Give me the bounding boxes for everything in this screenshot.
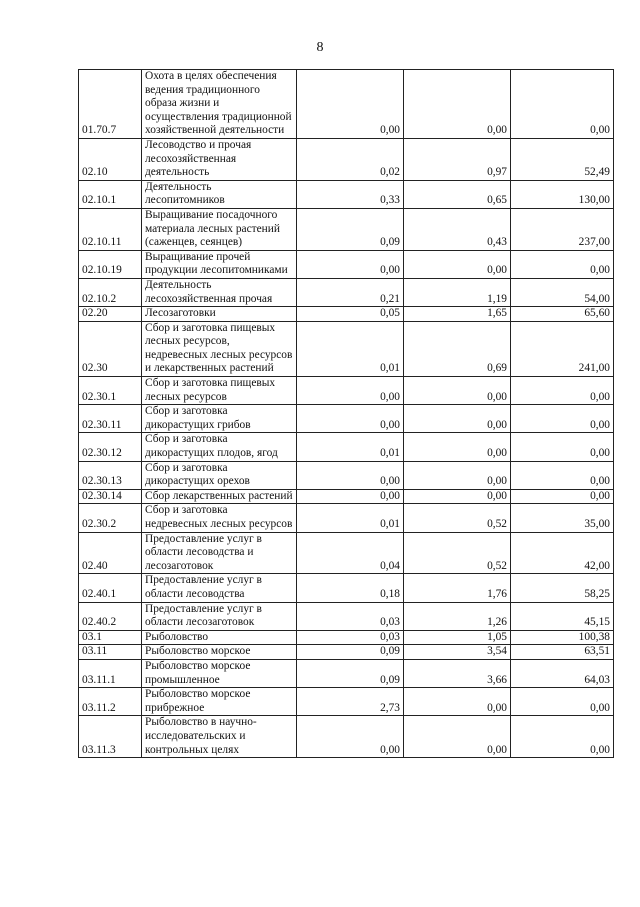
value-2-cell: 3,54 bbox=[404, 645, 511, 660]
value-1-cell: 0,18 bbox=[297, 574, 404, 602]
value-2-cell: 1,65 bbox=[404, 307, 511, 322]
code-cell: 03.11 bbox=[79, 645, 142, 660]
value-3-cell: 0,00 bbox=[511, 433, 614, 461]
value-3-cell: 54,00 bbox=[511, 278, 614, 306]
table-row bbox=[79, 208, 614, 250]
value-2-cell: 0,00 bbox=[404, 250, 511, 278]
table-row bbox=[79, 138, 614, 180]
value-2-cell: 0,00 bbox=[404, 433, 511, 461]
value-2-cell: 0,52 bbox=[404, 504, 511, 532]
code-cell: 02.30.1 bbox=[79, 377, 142, 405]
value-1-cell: 0,00 bbox=[297, 489, 404, 504]
table-row bbox=[79, 377, 614, 405]
value-3-cell: 130,00 bbox=[511, 180, 614, 208]
value-3-cell: 100,38 bbox=[511, 630, 614, 645]
activity-name-cell: Выращивание прочей продукции лесопитомниками bbox=[142, 250, 297, 278]
value-3-cell: 42,00 bbox=[511, 532, 614, 574]
table-row bbox=[79, 250, 614, 278]
activity-name-cell: Сбор и заготовка дикорастущих орехов bbox=[142, 461, 297, 489]
value-1-cell: 0,00 bbox=[297, 70, 404, 139]
value-2-cell: 1,26 bbox=[404, 602, 511, 630]
value-2-cell: 0,43 bbox=[404, 208, 511, 250]
table-row bbox=[79, 433, 614, 461]
value-3-cell: 0,00 bbox=[511, 461, 614, 489]
activity-name-cell: Деятельность лесохозяйственная прочая bbox=[142, 278, 297, 306]
activity-name-cell: Предоставление услуг в области лесозаготовок bbox=[142, 602, 297, 630]
value-3-cell: 0,00 bbox=[511, 489, 614, 504]
page-number: 8 bbox=[316, 40, 324, 55]
activity-name-cell: Сбор и заготовка дикорастущих грибов bbox=[142, 405, 297, 433]
table-row bbox=[79, 630, 614, 645]
code-cell: 02.20 bbox=[79, 307, 142, 322]
value-3-cell: 52,49 bbox=[511, 138, 614, 180]
activity-name-cell: Рыболовство морское промышленное bbox=[142, 659, 297, 687]
activity-name-cell: Предоставление услуг в области лесоводства bbox=[142, 574, 297, 602]
activity-name-cell: Лесозаготовки bbox=[142, 307, 297, 322]
code-cell: 02.30.14 bbox=[79, 489, 142, 504]
table-row bbox=[79, 405, 614, 433]
value-3-cell: 65,60 bbox=[511, 307, 614, 322]
table-row bbox=[79, 645, 614, 660]
activity-name-cell: Сбор лекарственных растений bbox=[142, 489, 297, 504]
table-row bbox=[79, 688, 614, 716]
code-cell: 03.11.2 bbox=[79, 688, 142, 716]
value-2-cell: 0,52 bbox=[404, 532, 511, 574]
value-1-cell: 0,00 bbox=[297, 250, 404, 278]
value-3-cell: 58,25 bbox=[511, 574, 614, 602]
table-row bbox=[79, 504, 614, 532]
activity-name-cell: Рыболовство морское bbox=[142, 645, 297, 660]
table-body bbox=[79, 70, 614, 758]
activity-name-cell: Сбор и заготовка недревесных лесных ресурсов bbox=[142, 504, 297, 532]
activity-name-cell: Охота в целях обеспечения ведения традиционного образа жизни и осуществления традиционной хозяйственной деятельности bbox=[142, 70, 297, 139]
value-2-cell: 0,00 bbox=[404, 688, 511, 716]
activity-name-cell: Сбор и заготовка пищевых лесных ресурсов, недревесных лесных ресурсов и лекарственных растений bbox=[142, 321, 297, 376]
code-cell: 03.11.1 bbox=[79, 659, 142, 687]
value-2-cell: 0,65 bbox=[404, 180, 511, 208]
code-cell: 02.30.2 bbox=[79, 504, 142, 532]
value-1-cell: 0,00 bbox=[297, 716, 404, 758]
table-row bbox=[79, 70, 614, 139]
table-row bbox=[79, 716, 614, 758]
activity-name-cell: Рыболовство bbox=[142, 630, 297, 645]
value-2-cell: 3,66 bbox=[404, 659, 511, 687]
value-2-cell: 0,00 bbox=[404, 461, 511, 489]
value-1-cell: 0,33 bbox=[297, 180, 404, 208]
code-cell: 02.10.11 bbox=[79, 208, 142, 250]
table-row bbox=[79, 278, 614, 306]
code-cell: 02.40.2 bbox=[79, 602, 142, 630]
value-1-cell: 0,03 bbox=[297, 602, 404, 630]
table-row bbox=[79, 602, 614, 630]
value-2-cell: 1,19 bbox=[404, 278, 511, 306]
value-3-cell: 0,00 bbox=[511, 688, 614, 716]
value-3-cell: 0,00 bbox=[511, 250, 614, 278]
value-3-cell: 0,00 bbox=[511, 716, 614, 758]
code-cell: 02.30.13 bbox=[79, 461, 142, 489]
activity-name-cell: Лесоводство и прочая лесохозяйственная деятельность bbox=[142, 138, 297, 180]
activity-table bbox=[78, 69, 614, 758]
value-1-cell: 0,00 bbox=[297, 461, 404, 489]
value-1-cell: 0,01 bbox=[297, 504, 404, 532]
value-1-cell: 2,73 bbox=[297, 688, 404, 716]
value-1-cell: 0,09 bbox=[297, 645, 404, 660]
code-cell: 02.30.12 bbox=[79, 433, 142, 461]
activity-name-cell: Сбор и заготовка пищевых лесных ресурсов bbox=[142, 377, 297, 405]
value-1-cell: 0,00 bbox=[297, 405, 404, 433]
activity-name-cell: Предоставление услуг в области лесоводства и лесозаготовок bbox=[142, 532, 297, 574]
value-3-cell: 64,03 bbox=[511, 659, 614, 687]
value-3-cell: 241,00 bbox=[511, 321, 614, 376]
value-1-cell: 0,21 bbox=[297, 278, 404, 306]
value-2-cell: 0,00 bbox=[404, 377, 511, 405]
table-row bbox=[79, 532, 614, 574]
activity-name-cell: Сбор и заготовка дикорастущих плодов, ягод bbox=[142, 433, 297, 461]
activity-name-cell: Выращивание посадочного материала лесных растений (саженцев, сеянцев) bbox=[142, 208, 297, 250]
value-3-cell: 0,00 bbox=[511, 70, 614, 139]
table-row bbox=[79, 574, 614, 602]
code-cell: 02.30.11 bbox=[79, 405, 142, 433]
activity-name-cell: Рыболовство морское прибрежное bbox=[142, 688, 297, 716]
value-1-cell: 0,04 bbox=[297, 532, 404, 574]
table-row bbox=[79, 659, 614, 687]
code-cell: 03.1 bbox=[79, 630, 142, 645]
table-row bbox=[79, 307, 614, 322]
code-cell: 02.10 bbox=[79, 138, 142, 180]
value-3-cell: 45,15 bbox=[511, 602, 614, 630]
code-cell: 01.70.7 bbox=[79, 70, 142, 139]
code-cell: 02.30 bbox=[79, 321, 142, 376]
value-2-cell: 0,97 bbox=[404, 138, 511, 180]
value-2-cell: 0,69 bbox=[404, 321, 511, 376]
code-cell: 02.40.1 bbox=[79, 574, 142, 602]
value-2-cell: 0,00 bbox=[404, 405, 511, 433]
value-2-cell: 0,00 bbox=[404, 70, 511, 139]
code-cell: 03.11.3 bbox=[79, 716, 142, 758]
code-cell: 02.10.19 bbox=[79, 250, 142, 278]
code-cell: 02.10.2 bbox=[79, 278, 142, 306]
value-1-cell: 0,02 bbox=[297, 138, 404, 180]
value-3-cell: 0,00 bbox=[511, 405, 614, 433]
value-1-cell: 0,09 bbox=[297, 659, 404, 687]
value-1-cell: 0,01 bbox=[297, 321, 404, 376]
value-3-cell: 35,00 bbox=[511, 504, 614, 532]
value-1-cell: 0,05 bbox=[297, 307, 404, 322]
activity-name-cell: Деятельность лесопитомников bbox=[142, 180, 297, 208]
value-3-cell: 0,00 bbox=[511, 377, 614, 405]
value-1-cell: 0,01 bbox=[297, 433, 404, 461]
table-row bbox=[79, 180, 614, 208]
value-1-cell: 0,00 bbox=[297, 377, 404, 405]
value-3-cell: 63,51 bbox=[511, 645, 614, 660]
value-2-cell: 1,05 bbox=[404, 630, 511, 645]
value-2-cell: 0,00 bbox=[404, 489, 511, 504]
code-cell: 02.10.1 bbox=[79, 180, 142, 208]
value-1-cell: 0,09 bbox=[297, 208, 404, 250]
table-row bbox=[79, 321, 614, 376]
code-cell: 02.40 bbox=[79, 532, 142, 574]
value-2-cell: 0,00 bbox=[404, 716, 511, 758]
table-row bbox=[79, 489, 614, 504]
value-1-cell: 0,03 bbox=[297, 630, 404, 645]
value-3-cell: 237,00 bbox=[511, 208, 614, 250]
activity-name-cell: Рыболовство в научно-исследовательских и контрольных целях bbox=[142, 716, 297, 758]
value-2-cell: 1,76 bbox=[404, 574, 511, 602]
table-row bbox=[79, 461, 614, 489]
